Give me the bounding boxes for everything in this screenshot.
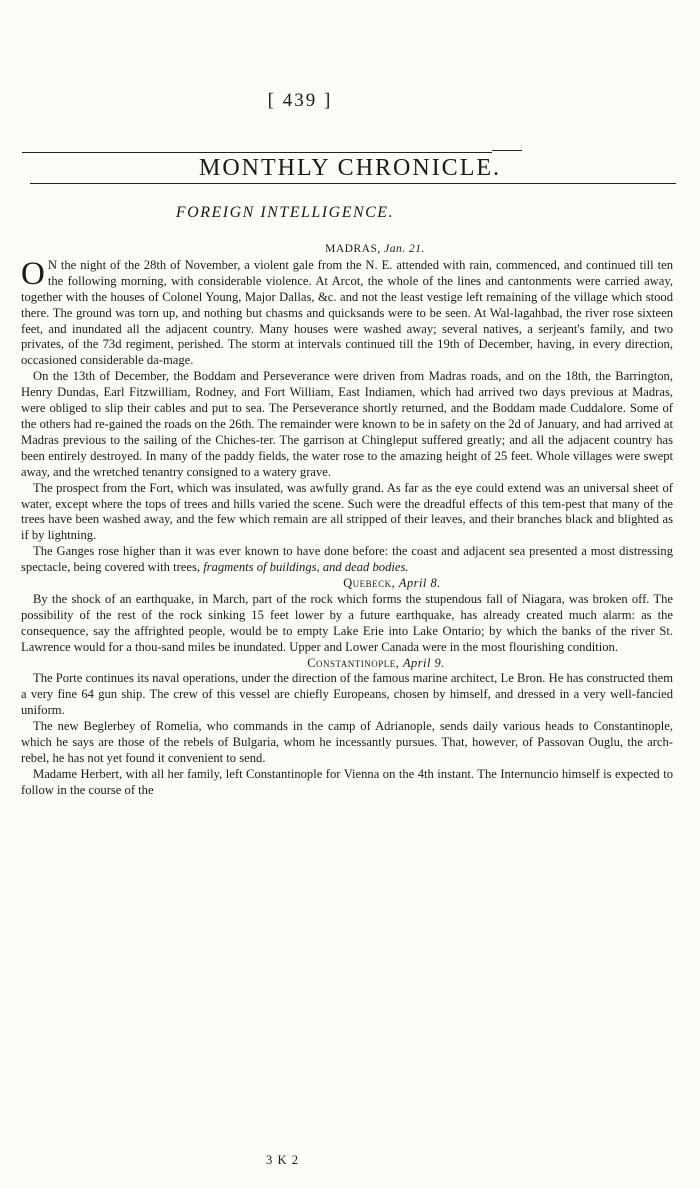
paragraph: Madame Herbert, with all her family, left Constantinople for Vienna on the 4th instant. The Internuncio himself is expected to follow in the course of the (21, 766, 673, 797)
top-rule-ornament (492, 150, 522, 151)
paragraph-italic-text: fragments of buildings, and dead bodies. (203, 560, 409, 575)
title-rule (30, 183, 676, 184)
paragraph (21, 255, 673, 369)
paragraph: The new Beglerbey of Romelia, who commands in the camp of Adrianople, sends daily various heads to Constantinople, which he says are those of the rebels of Bulgaria, whom he incessantly pursues. That, however, of Passovan Ouglu, the arch-rebel, he has not yet found it convenient to send. (21, 719, 673, 765)
dateline-constantinople (21, 656, 673, 672)
dateline-date: April 8. (398, 576, 441, 591)
section-heading: FOREIGN INTELLIGENCE. (175, 204, 395, 221)
paragraph (21, 544, 673, 576)
paragraph-text: The Ganges rose higher than it was ever known to have done before: the coast and adjacent sea presented a most distressing spectacle, being covered with trees, (21, 544, 673, 575)
paragraph: The prospect from the Fort, which was insulated, was awfully grand. As far as the eye could extend was an universal sheet of water, except where the tops of trees and hills varied the scene. Such were the dreadful effects of this tem-pest that many of the trees have been washed away, and the few which remain are all stripped of their leaves, and their branches black and blighted as if by lightning. (21, 480, 673, 543)
paragraph: The Porte continues its naval operations, under the direction of the famous marine architect, Le Bron. He has constructed them a very fine 64 gun ship. The crew of this vessel are chiefly Europeans, chosen by himself, and dressed in a very well-fancied uniform. (21, 671, 673, 718)
dateline-place: Quebeck, (343, 576, 396, 591)
paragraph-text: N the night of the 28th of November, a violent gale from the N. E. attended with rain, commenced, and continued till ten the following morning, with considerable violence. At Arcot, the whole of the lines and cantonments were carried away, together with the houses of Colonel Young, Major Dallas, &c. and not the least vestige left remaining of the village which stood there. The ground was torn up, and nothing but chasms and quicksands were to be seen. At Wal-lagahbad, the river rose sixteen feet, and inundated all the adjacent country. Many houses were washed away; several natives, a serjeant's family, and two privates, of the 73d regiment, perished. The storm at intervals continued till the 19th of December, having, in every direction, occasioned considerable da-mage. (21, 257, 673, 368)
drop-cap: O (21, 255, 45, 292)
dateline-place: MADRAS, (325, 243, 381, 255)
dateline-quebeck (21, 576, 673, 592)
paragraph: By the shock of an earthquake, in March, part of the rock which forms the stupendous fall of Niagara, was broken off. The possibility of the rest of the rock sinking 15 feet lower by a future earthquake, has already created much alarm: as the consequence, say the affrighted people, would be to empty Lake Erie into Lake Ontario; by which the banks of the river St. Lawrence would for a thou-sand miles be inundated. Upper and Lower Canada were in the most flourishing condition. (21, 591, 673, 654)
dateline-date: April 9. (402, 655, 445, 670)
page-number: [ 439 ] (267, 90, 333, 111)
dateline-date: Jan. 21. (384, 243, 425, 255)
page-title: MONTHLY CHRONICLE. (198, 155, 502, 181)
paragraph: On the 13th of December, the Boddam and Perseverance were driven from Madras roads, and on the 18th, the Barrington, Henry Dundas, Earl Fitzwilliam, Rodney, and Fort William, East Indiamen, which had arrived two days previous at Madras, were obliged to slip their cables and put to sea. The Perseverance shortly returned, and the Boddam made Cuddalore. Some of the others had re-gained the roads on the 26th. The remainder were known to be in safety on the 2d of January, and had arrived at Madras previous to the sailing of the Chiches-ter. The garrison at Chingleput suffered greatly; and all the adjacent country has been entirely destroyed. In many of the paddy fields, the water rose to the amazing height of 25 feet. Whole villages were swept away, and the wretched tenantry consigned to a watery grave. (21, 369, 673, 479)
signature-mark: 3 K 2 (266, 1153, 299, 1167)
article-body (21, 242, 673, 799)
dateline-place: Constantinople, (307, 655, 400, 670)
top-rule (22, 152, 492, 153)
dateline-madras (21, 242, 673, 258)
